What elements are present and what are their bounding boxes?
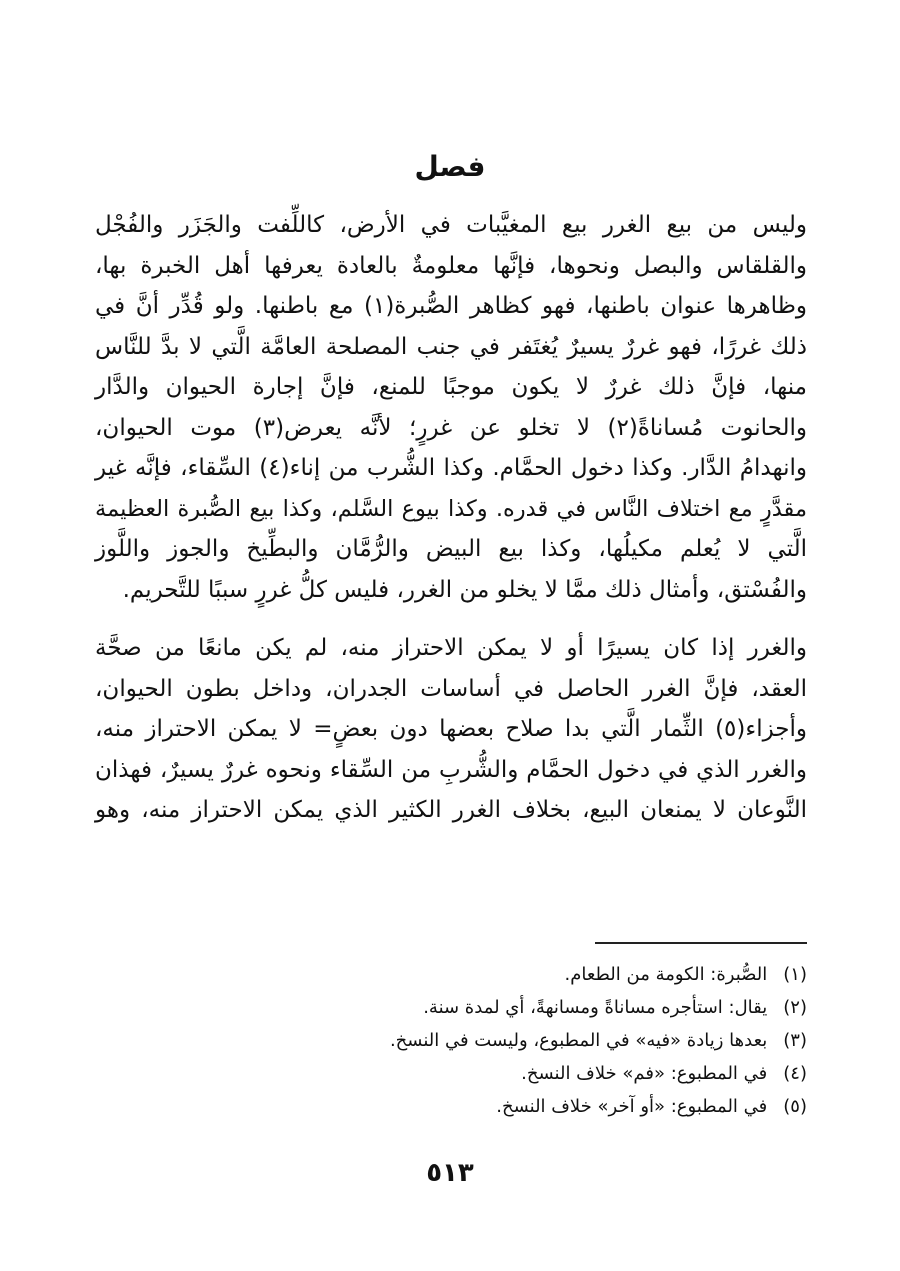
text-line: العقد، فإنَّ الغرر الحاصل في أساسات الجدران، وداخل بطون الحيوان، (95, 675, 807, 702)
footnote-2 (95, 991, 807, 1024)
footnote-divider (595, 942, 807, 944)
text-line: والحانوت مُساناةً(٢) لا تخلو عن غررٍ؛ لأنَّه يعرض(٣) موت الحيوان، (95, 414, 807, 441)
footnote-text: يقال: استأجره مساناةً ومسانهةً، أي لمدة سنة. (423, 997, 768, 1018)
text-line: وأجزاء(٥) الثِّمار الَّتي بدا صلاح بعضها دون بعضٍ= لا يمكن الاحتراز منه، (95, 716, 807, 742)
footnote-number: (٥) (783, 1096, 807, 1117)
paragraph-gap (95, 610, 807, 628)
footnote-number: (٢) (783, 997, 807, 1018)
main-text (95, 205, 807, 831)
text-line: وظاهرها عنوان باطنها، فهو كظاهر الصُّبرة(١) مع باطنها. ولو قُدِّر أنَّ في (95, 293, 808, 319)
text-line: النَّوعان لا يمنعان البيع، بخلاف الغرر الكثير الذي يمكن الاحتراز منه، وهو (95, 797, 807, 823)
footnote-text: في المطبوع: «فم» خلاف النسخ. (521, 1063, 768, 1084)
text-line: والغرر إذا كان يسيرًا أو لا يمكن الاحتراز منه، لم يكن مانعًا من صحَّة (95, 635, 807, 661)
footnote-5 (95, 1090, 807, 1123)
footnote-3 (95, 1024, 807, 1057)
text-line: ذلك غررًا، فهو غررٌ يسيرٌ يُغتَفر في جنب المصلحة العامَّة الَّتي لا بدَّ للنَّاس (95, 333, 807, 360)
footnote-number: (٣) (783, 1030, 807, 1051)
text-line: والغرر الذي في دخول الحمَّام والشُّربِ من السِّقاء ونحوه غررٌ يسيرٌ، فهذان (95, 756, 807, 783)
paragraph-1 (95, 205, 807, 610)
page-number: ٥١٣ (426, 1158, 474, 1188)
paragraph-2 (95, 628, 807, 831)
footnotes (95, 958, 807, 1123)
footnote-1 (95, 958, 807, 991)
text-line: مقدَّرٍ مع اختلاف النَّاس في قدره. وكذا بيوع السَّلم، وكذا بيع الصُّبرة العظيمة (95, 495, 807, 522)
footnote-text: في المطبوع: «أو آخر» خلاف النسخ. (496, 1096, 768, 1117)
footnote-text: بعدها زيادة «فيه» في المطبوع، وليست في النسخ. (389, 1030, 768, 1051)
footnote-text: الصُّبرة: الكومة من الطعام. (564, 964, 768, 985)
text-line: والفُسْتق، وأمثال ذلك ممَّا لا يخلو من الغرر، فليس كلُّ غررٍ سببًا للتَّحريم. (122, 576, 807, 603)
text-line: وليس من بيع الغرر بيع المغيَّبات في الأرض، كاللِّفت والجَزَر والفُجْل (95, 212, 807, 238)
footnote-4 (95, 1057, 807, 1090)
footnote-number: (١) (783, 964, 807, 985)
text-line: الَّتي لا يُعلم مكيلُها، وكذا بيع البيض والرُّمَّان والبطِّيخ والجوز واللَّوز (95, 536, 807, 562)
text-line: منها، فإنَّ ذلك غررٌ لا يكون موجبًا للمنع، فإنَّ إجارة الحيوان والدَّار (95, 374, 807, 400)
footnote-number: (٤) (783, 1063, 807, 1084)
text-line: والقلقاس والبصل ونحوها، فإنَّها معلومةٌ بالعادة يعرفها أهل الخبرة بها، (95, 252, 807, 279)
text-line: وانهدامُ الدَّار. وكذا دخول الحمَّام. وكذا الشُّرب من إناء(٤) السِّقاء، فإنَّه غير (95, 455, 807, 481)
section-title: فصل (414, 150, 486, 183)
